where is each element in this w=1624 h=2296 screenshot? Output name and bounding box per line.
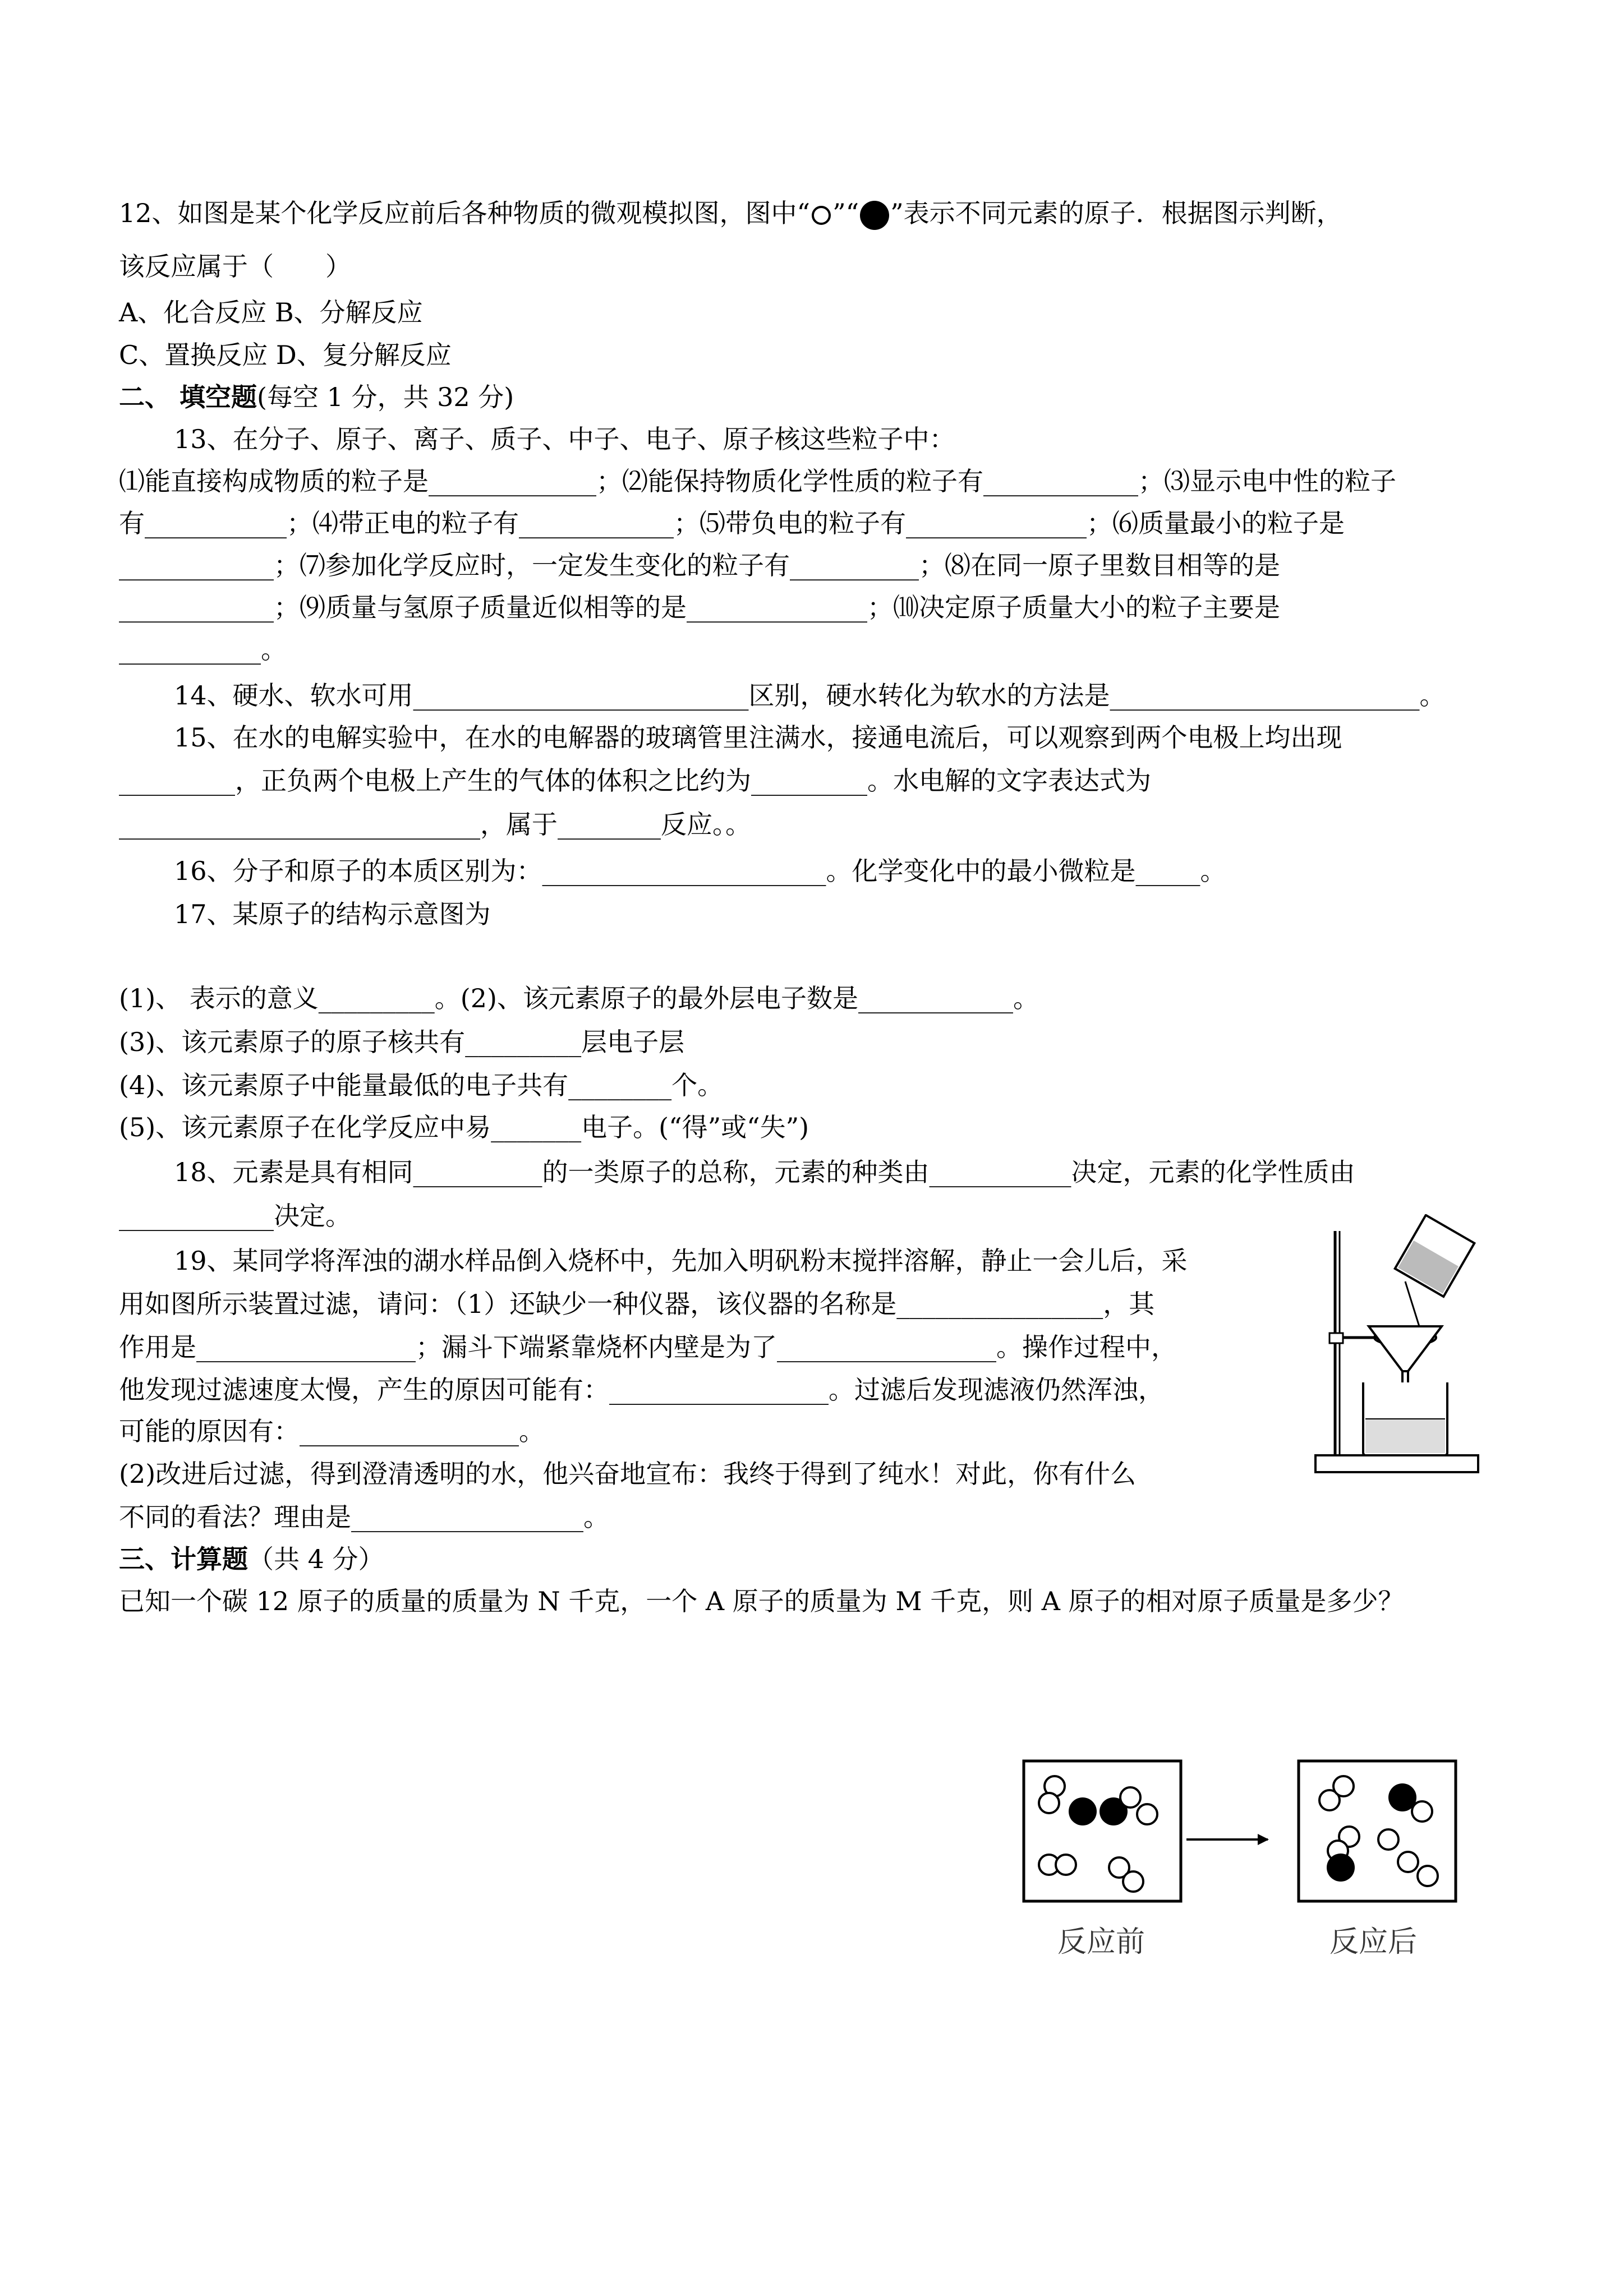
q13-line1: 13、在分子、原子、离子、质子、中子、电子、原子核这些粒子中： bbox=[174, 424, 955, 454]
q19-line1: 19、某同学将浑浊的湖水样品倒入烧杯中，先加入明矾粉末搅拌溶解，静止一会儿后，采 bbox=[174, 1246, 1188, 1276]
q17-sub3: (3)、该元素原子的原子核共有_________层电子层 bbox=[119, 1027, 685, 1057]
q19-line2: 用如图所示装置过滤，请问：（1）还缺少一种仪器，该仪器的名称是________________，其 bbox=[119, 1289, 1155, 1319]
after-label: 反应后 bbox=[1329, 1925, 1418, 1959]
q14-line1: 14、硬水、软水可用__________________________区别，硬水转化为软水的方法是________________________。 bbox=[174, 680, 1446, 711]
q17-sub5: (5)、该元素原子在化学反应中易_______电子。(“得”或“失”) bbox=[119, 1112, 809, 1142]
q18-line2: ____________决定。 bbox=[119, 1201, 351, 1231]
q19-line3: 作用是_________________；漏斗下端紧靠烧杯内壁是为了_________________。操作过程中， bbox=[119, 1332, 1177, 1362]
q17-sub4: (4)、该元素原子中能量最低的电子共有________个。 bbox=[119, 1070, 724, 1100]
q15-line3: ____________________________，属于________反应。。 bbox=[119, 809, 751, 840]
q15-line1: 15、在水的电解实验中，在水的电解器的玻璃管里注满水，接通电流后，可以观察到两个电极上均出现 bbox=[174, 722, 1342, 753]
q19-line5: 可能的原因有：_________________。 bbox=[119, 1416, 545, 1446]
q17-line1: 17、某原子的结构示意图为 bbox=[174, 899, 491, 929]
reaction-diagram bbox=[1015, 1755, 1475, 1912]
before-label: 反应前 bbox=[1057, 1925, 1145, 1959]
q19-line7: 不同的看法？理由是__________________。 bbox=[119, 1502, 609, 1532]
q12-option-c-d: C、置换反应 D、复分解反应 bbox=[119, 340, 452, 370]
q19-line6: (2)改进后过滤，得到澄清透明的水，他兴奋地宣布：我终于得到了纯水！对此，你有什么 bbox=[119, 1459, 1137, 1489]
open-atom-icon bbox=[810, 204, 832, 227]
q12-option-a-b: A、化合反应 B、分解反应 bbox=[119, 297, 423, 328]
q19-line4: 他发现过滤速度太慢，产生的原因可能有：_________________。过滤后发现滤液仍然浑浊， bbox=[119, 1375, 1164, 1405]
q12-line2: 该反应属于（ ） bbox=[119, 251, 351, 282]
q16-line1: 16、分子和原子的本质区别为：______________________。化学变化中的最小微粒是_____。 bbox=[174, 856, 1226, 886]
section-2-heading: 二、 填空题(每空 1 分，共 32 分) bbox=[119, 382, 514, 412]
q15-line2: _________，正负两个电极上产生的气体的体积之比约为_________。水电解的文字表达式为 bbox=[119, 766, 1151, 796]
q20-line1: 已知一个碳 12 原子的质量的质量为 N 千克，一个 A 原子的质量为 M 千克，则 A 原子的相对原子质量是多少？ bbox=[119, 1586, 1404, 1616]
q13-line4: ____________；⑺参加化学反应时，一定发生变化的粒子有__________；⑻在同一原子里数目相等的是 bbox=[119, 550, 1280, 580]
q13-line3: 有___________；⑷带正电的粒子有____________；⑸带负电的粒子有______________；⑹质量最小的粒子是 bbox=[119, 508, 1345, 538]
q13-line5: ____________；⑼质量与氢原子质量近似相等的是______________；⑽决定原子质量大小的粒子主要是 bbox=[119, 592, 1280, 623]
q18-line1: 18、元素是具有相同__________的一类原子的总称，元素的种类由___________决定，元素的化学性质由 bbox=[174, 1157, 1355, 1187]
q13-line6: ___________。 bbox=[119, 634, 287, 665]
filtration-apparatus-figure bbox=[1307, 1214, 1487, 1483]
q17-sub1: (1)、 表示的意义_________。(2)、该元素原子的最外层电子数是____________。 bbox=[119, 983, 1039, 1013]
q13-line2: ⑴能直接构成物质的粒子是_____________；⑵能保持物质化学性质的粒子有____________；⑶显示电中性的粒子 bbox=[119, 466, 1396, 496]
filled-atom-icon bbox=[859, 200, 890, 231]
q12-line1: 12、如图是某个化学反应前后各种物质的微观模拟图，图中“ ”“ ”表示不同元素的原子．根据图示判断， bbox=[119, 196, 1342, 231]
section-3-heading: 三、计算题（共 4 分） bbox=[119, 1544, 384, 1574]
